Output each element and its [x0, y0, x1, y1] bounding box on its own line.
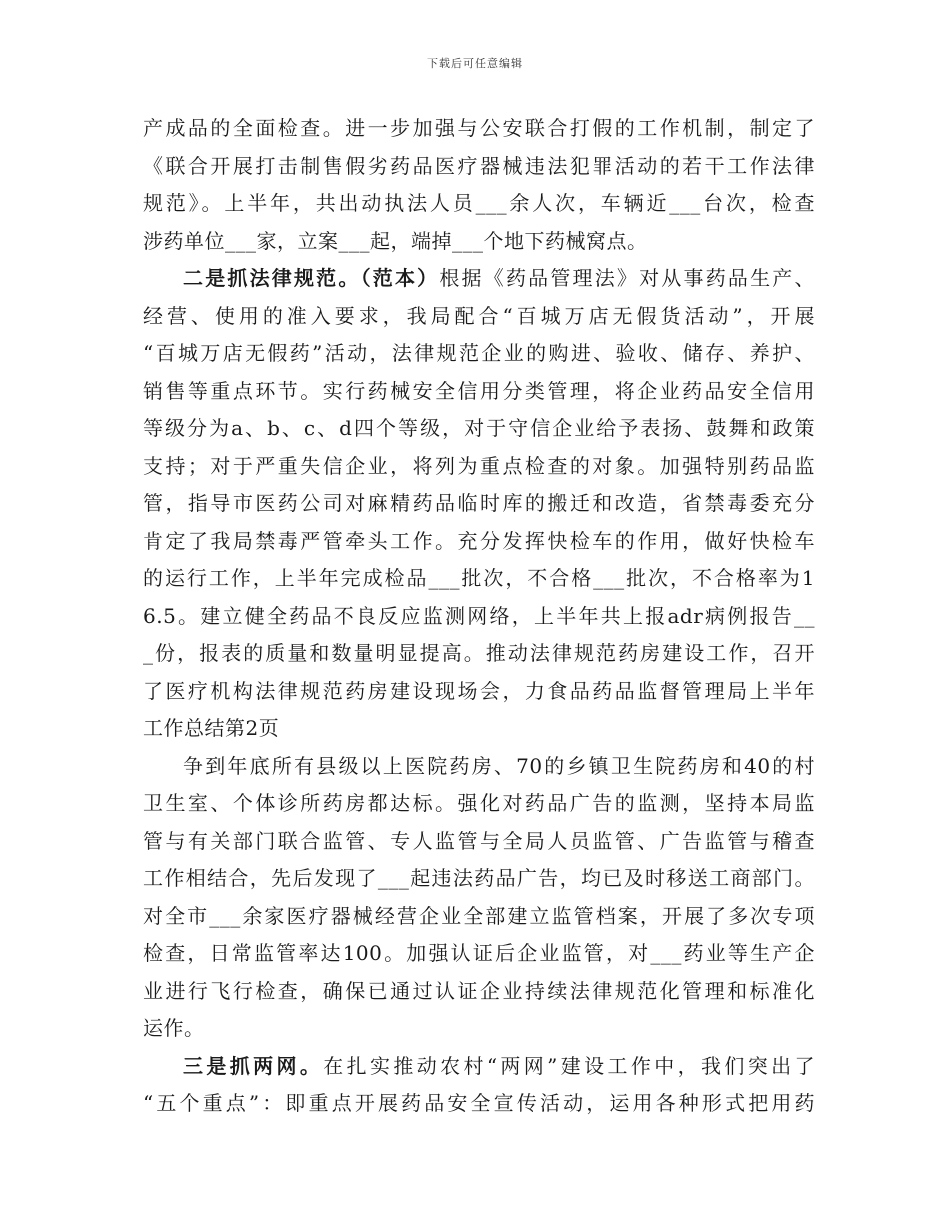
text-line: 等级分为a、b、c、d四个等级，对于守信企业给予表扬、鼓舞和政策 [143, 416, 815, 440]
paragraph-pharmacy-standards [143, 748, 815, 1048]
paragraph-two-networks [143, 1048, 815, 1123]
text-line [143, 1048, 815, 1086]
text-line: 业进行飞行检查，确保已通过认证企业持续法律规范化管理和标准化 [143, 978, 815, 1003]
text-line: 6.5。建立健全药品不良反应监测网络，上半年共上报adr病例报告__ [143, 603, 815, 628]
page-header: 下载后可任意编辑 [427, 57, 523, 70]
text-line: “百城万店无假药”活动，法律规范企业的购进、验收、储存、养护、 [143, 341, 815, 365]
text-line: 管与有关部门联合监管、专人监管与全局人员监管、广告监管与稽查 [143, 828, 815, 853]
text-line: 肯定了我局禁毒严管牵头工作。充分发挥快检车的作用，做好快检车 [143, 528, 815, 553]
text-line: 《联合开展打击制售假劣药品医疗器械违法犯罪活动的若干工作法律 [143, 153, 815, 178]
paragraph-legal-norms [143, 260, 815, 748]
text-line: 工作相结合，先后发现了___起违法药品广告，均已及时移送工商部门。 [143, 866, 815, 890]
text-line: 运作。 [143, 1016, 205, 1040]
text-line: 产成品的全面检查。进一步加强与公安联合打假的工作机制，制定了 [143, 116, 815, 140]
text-span: 根据《药品管理法》对从事药品生产、 [439, 266, 816, 290]
text-line: 了医疗机构法律规范药房建设现场会，力食品药品监督管理局上半年 [143, 678, 815, 703]
text-line: 对全市___余家医疗器械经营企业全部建立监管档案，开展了多次专项 [143, 903, 815, 928]
text-line: 销售等重点环节。实行药械安全信用分类管理，将企业药品安全信用 [143, 378, 815, 403]
document-body [143, 110, 815, 1123]
text-line: “五个重点”：即重点开展药品安全宣传活动，运用各种形式把用药 [143, 1091, 815, 1115]
text-line: 管，指导市医药公司对麻精药品临时库的搬迁和改造，省禁毒委充分 [143, 491, 815, 515]
text-line: 的运行工作，上半年完成检品___批次，不合格___批次，不合格率为1 [143, 566, 815, 590]
text-span: 在扎实推动农村“两网”建设工作中，我们突出了 [323, 1053, 815, 1078]
text-line: _份，报表的质量和数量明显提高。推动法律规范药房建设工作，召开 [143, 641, 815, 665]
text-line: 经营、使用的准入要求，我局配合“百城万店无假货活动”，开展 [143, 303, 815, 328]
paragraph-enforcement [143, 110, 815, 260]
text-line: 争到年底所有县级以上医院药房、70的乡镇卫生院药房和40的村 [183, 753, 815, 778]
text-line: 规范》。上半年，共出动执法人员___余人次，车辆近___台次，检查 [143, 191, 815, 215]
text-line: 支持；对于严重失信企业，将列为重点检查的对象。加强特别药品监 [143, 453, 815, 478]
text-line [143, 260, 815, 298]
text-line: 检查，日常监管率达100。加强认证后企业监管，对___药业等生产企 [143, 941, 815, 965]
text-line: 工作总结第2页 [143, 716, 280, 740]
text-line: 涉药单位___家，立案___起，端掉___个地下药械窝点。 [143, 228, 648, 253]
section-heading: 二是抓法律规范。（范本） [183, 266, 440, 290]
section-heading: 三是抓两网。 [183, 1053, 324, 1078]
text-line: 卫生室、个体诊所药房都达标。强化对药品广告的监测，坚持本局监 [143, 791, 815, 815]
